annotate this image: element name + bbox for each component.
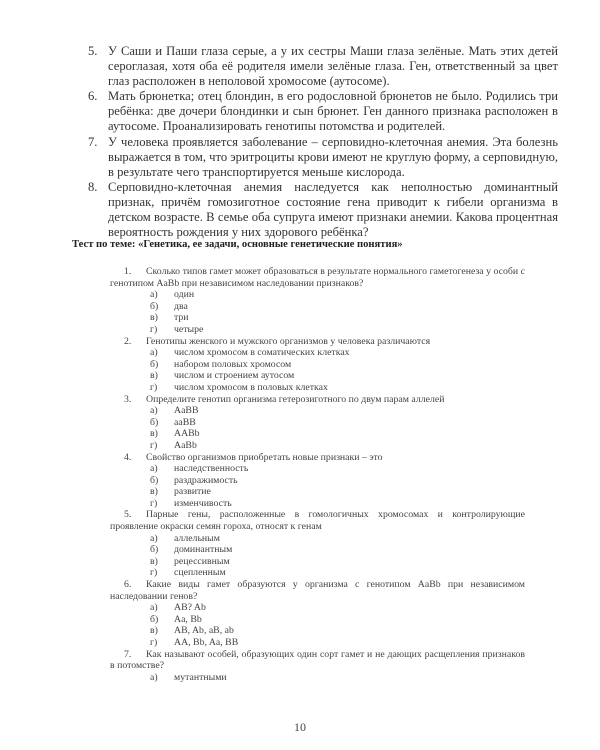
answer-option — [110, 312, 525, 324]
option-text: числом хромосом в соматических клетках — [174, 347, 350, 359]
option-text: AaBb — [174, 439, 197, 451]
question-item — [110, 452, 525, 464]
option-text: AA, Bb, Aa, BB — [174, 637, 239, 648]
option-letter: а) — [150, 602, 158, 614]
question-text: Генотипы женского и мужского организмов у человека различаются — [146, 335, 431, 347]
option-letter: г) — [150, 497, 158, 509]
problem-item — [88, 135, 558, 180]
page-number: 10 — [294, 720, 306, 734]
test-heading: Тест по теме: «Генетика, ее задачи, основные генетические понятия» — [72, 239, 403, 250]
answer-option — [110, 289, 525, 301]
option-letter: г) — [150, 439, 158, 451]
option-letter: б) — [150, 474, 159, 486]
answer-option — [110, 556, 525, 568]
answer-option — [110, 428, 525, 440]
answer-option — [110, 544, 525, 556]
problem-item — [88, 180, 558, 240]
option-text: AB? Ab — [174, 602, 206, 614]
problem-number: 5. — [88, 44, 98, 58]
option-text: четыре — [174, 323, 204, 335]
option-letter: а) — [150, 347, 158, 359]
option-text: два — [174, 300, 188, 312]
answer-option — [110, 347, 525, 359]
problems-list — [88, 44, 558, 240]
question-item — [110, 394, 525, 406]
option-letter: б) — [150, 613, 159, 625]
option-text: Aa, Bb — [174, 613, 202, 625]
answer-option — [110, 324, 525, 336]
option-text: один — [174, 289, 195, 301]
option-text: наследственность — [174, 463, 249, 475]
question-text: Свойство организмов приобретать новые признаки – это — [146, 451, 383, 463]
option-letter: в) — [150, 370, 158, 382]
option-letter: г) — [150, 323, 158, 335]
option-letter: в) — [150, 486, 158, 498]
option-text: три — [174, 312, 189, 324]
question-text: Парные гены, расположенные в гомологичных хромосомах и контролирующие проявление окраски семян гороха, относят к генам — [110, 509, 525, 533]
question-item — [110, 336, 525, 348]
test-questions — [110, 266, 525, 683]
question-number: 3. — [124, 393, 132, 405]
option-text: аллельным — [174, 532, 220, 544]
question-number: 4. — [124, 451, 132, 463]
question-text: Определите генотип организма гетерозиготного по двум парам аллелей — [146, 393, 445, 405]
option-text: доминантным — [174, 544, 233, 556]
option-letter: в) — [150, 428, 158, 440]
problem-text: У человека проявляется заболевание – серповидно-клеточная анемия. Эта болезнь выражается в том, что эритроциты крови имеют не круглую форму, а серповидную, в результате чего транспортируется меньше кислорода. — [108, 134, 558, 179]
answer-option — [110, 382, 525, 394]
answer-option — [110, 614, 525, 626]
option-text: рецессивным — [174, 555, 230, 567]
option-text: развитие — [174, 486, 211, 498]
option-letter: б) — [150, 544, 159, 556]
problem-number: 8. — [88, 179, 98, 194]
option-text: набором половых хромосом — [174, 358, 292, 370]
answer-option — [110, 567, 525, 579]
option-text: числом и строением аутосом — [174, 370, 295, 382]
option-letter: в) — [150, 625, 158, 637]
option-text: AABb — [174, 428, 200, 440]
answer-option — [110, 533, 525, 545]
answer-option — [110, 637, 525, 649]
answer-option — [110, 463, 525, 475]
question-item — [110, 649, 525, 672]
answer-option — [110, 370, 525, 382]
option-letter: б) — [150, 358, 159, 370]
answer-option — [110, 498, 525, 510]
option-text: раздражимость — [174, 474, 238, 486]
answer-option — [110, 486, 525, 498]
option-letter: а) — [150, 289, 158, 301]
option-letter: г) — [150, 567, 158, 579]
option-letter: в) — [150, 312, 158, 324]
option-letter: б) — [150, 300, 159, 312]
option-letter: г) — [150, 381, 158, 393]
answer-option — [110, 475, 525, 487]
option-letter: а) — [150, 405, 158, 417]
question-text: Какие виды гамет образуются у организма с генотипом AaBb при независимом наследовании генов? — [110, 579, 525, 602]
option-letter: г) — [150, 637, 158, 648]
option-letter: б) — [150, 416, 159, 428]
question-number: 1. — [124, 266, 132, 277]
answer-option — [110, 602, 525, 614]
option-letter: в) — [150, 555, 158, 567]
option-text: AB, Ab, aB, ab — [174, 625, 234, 637]
problem-number: 7. — [88, 134, 98, 149]
answer-option — [110, 417, 525, 429]
question-item — [110, 579, 525, 602]
option-text: aaBB — [174, 416, 196, 428]
question-number: 6. — [124, 579, 132, 591]
option-letter: а) — [150, 671, 158, 683]
option-letter: а) — [150, 463, 158, 475]
answer-option — [110, 301, 525, 313]
option-text: числом хромосом в половых клетках — [174, 381, 328, 393]
question-item — [110, 266, 525, 289]
answer-option — [110, 672, 525, 684]
option-text: мутантными — [174, 671, 227, 683]
answer-option — [110, 440, 525, 452]
problem-text: Серповидно-клеточная анемия наследуется как неполностью доминантный признак, причём гомозиготное состояние гена приводит к гибели организма в детском возрасте. В семье оба супруга имеют признаки анемии. Какова процентная вероятность рождения у них здорового ребёнка? — [108, 179, 558, 240]
answer-option — [110, 359, 525, 371]
problem-item — [88, 44, 558, 89]
question-text: Как называют особей, образующих один сорт гамет и не дающих расщепления признаков в потомстве? — [110, 648, 525, 672]
problem-number: 6. — [88, 89, 98, 104]
question-text: Сколько типов гамет может образоваться в результате нормального гаметогенеза у особи с генотипом AaBb при независимом наследовании признаков? — [110, 266, 525, 289]
question-number: 7. — [124, 648, 132, 660]
answer-option — [110, 625, 525, 637]
problem-text: У Саши и Паши глаза серые, а у их сестры Маши глаза зелёные. Мать этих детей сероглазая, хотя оба её родителя имели зелёные глаза. Ген, ответственный за цвет глаз расположен в неполовой хромосоме (аутосоме). — [108, 44, 558, 89]
problem-item — [88, 89, 558, 134]
problem-text: Мать брюнетка; отец блондин, в его родословной брюнетов не было. Родились три ребёнка: две дочери блондинки и сын брюнет. Ген данного признака расположен в аутосоме. Проанализировать генотипы потомства и родителей. — [108, 89, 558, 134]
option-text: AaBB — [174, 405, 199, 417]
option-letter: а) — [150, 532, 158, 544]
answer-option — [110, 405, 525, 417]
option-text: сцепленным — [174, 567, 226, 579]
option-text: изменчивость — [174, 497, 232, 509]
question-item — [110, 509, 525, 532]
question-number: 5. — [124, 509, 132, 521]
question-number: 2. — [124, 335, 132, 347]
